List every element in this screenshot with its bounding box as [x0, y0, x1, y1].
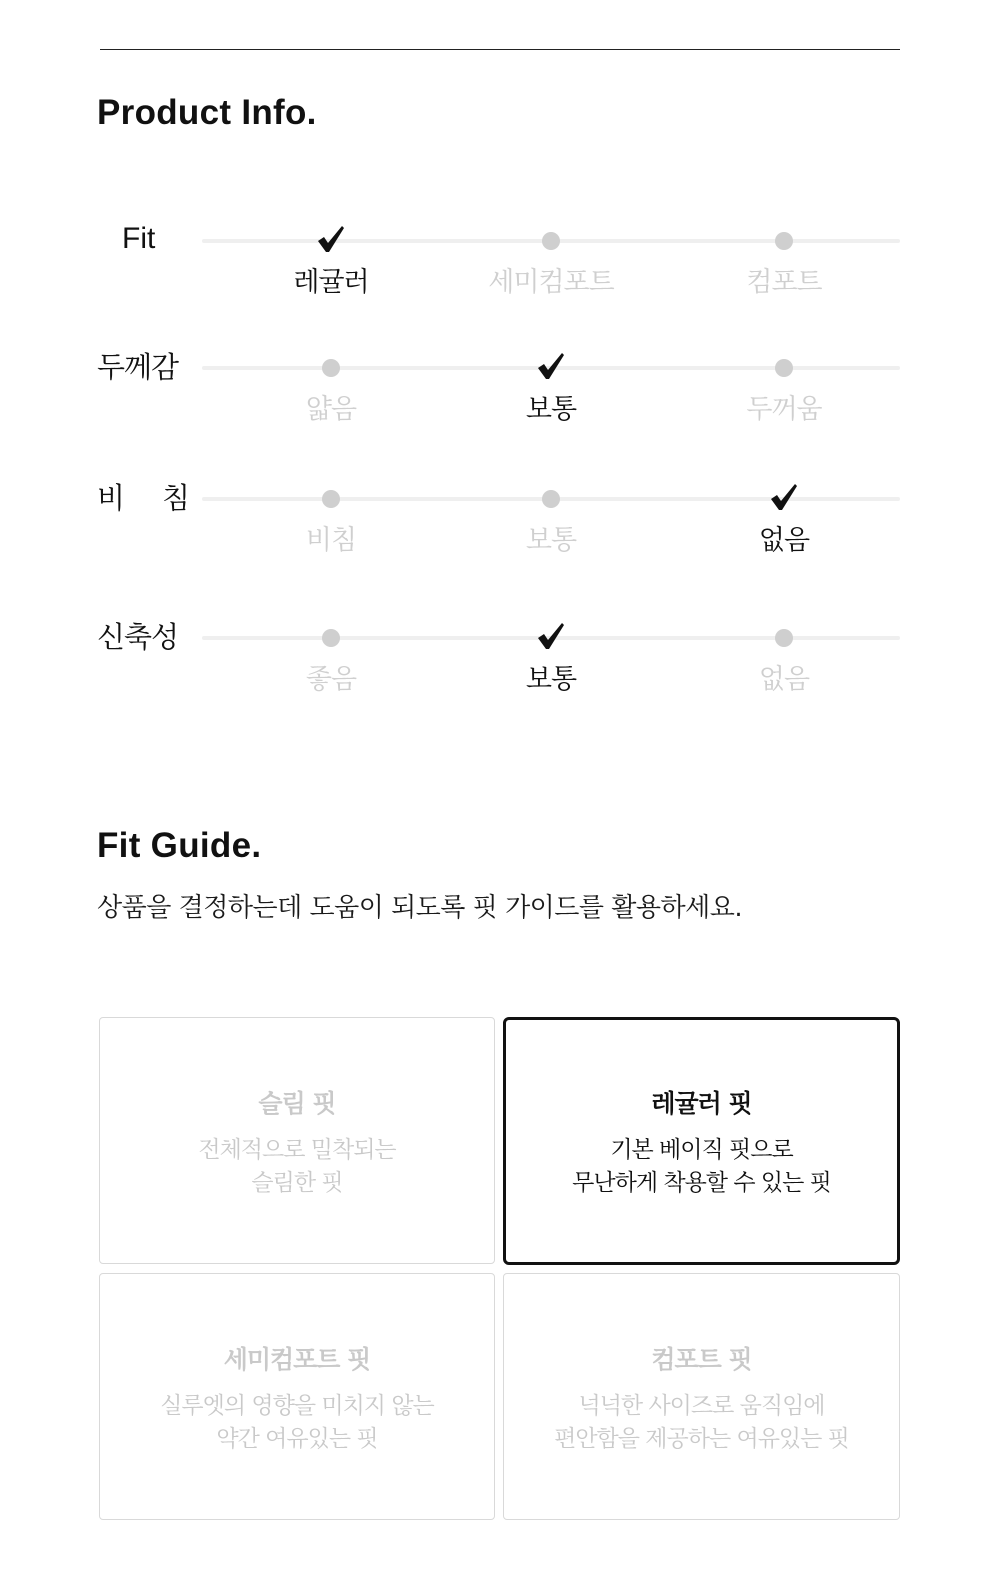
option-label: 좋음: [305, 664, 357, 695]
product-info-title: Product Info.: [97, 93, 317, 132]
card-description-line: 약간 여유있는 핏: [216, 1426, 378, 1452]
attribute-label: Fit: [122, 222, 156, 255]
option-label: 세미컴포트: [488, 267, 614, 298]
option-label: 두꺼움: [746, 394, 822, 425]
card-title: 컴포트 핏: [651, 1345, 752, 1374]
card-comfort-fit[interactable]: [503, 1273, 900, 1520]
card-description: [100, 1390, 494, 1456]
card-description-line: 넉넉한 사이즈로 움직임에: [578, 1393, 825, 1419]
card-slim-fit[interactable]: [99, 1017, 495, 1264]
option-label: 컴포트: [746, 267, 822, 298]
option-label: 얇음: [305, 394, 357, 425]
card-regular-fit[interactable]: [503, 1017, 900, 1265]
attribute-label-char: 침: [161, 481, 189, 515]
card-description-line: 기본 베이직 핏으로: [610, 1137, 793, 1163]
card-semi-comfort-fit[interactable]: [99, 1273, 495, 1520]
option-label: 보통: [525, 525, 577, 556]
option-label: 없음: [758, 525, 810, 556]
dot-icon: [775, 629, 793, 647]
card-description-line: 슬림한 핏: [251, 1170, 343, 1196]
check-icon: [315, 223, 347, 255]
attribute-row-fit: [0, 220, 1000, 300]
attribute-label-char: 비: [97, 481, 125, 515]
top-divider: [100, 49, 900, 50]
option-label: 없음: [758, 664, 810, 695]
dot-icon: [542, 490, 560, 508]
dot-icon: [775, 359, 793, 377]
check-icon: [768, 481, 800, 513]
card-description-line: 전체적으로 밀착되는: [198, 1137, 396, 1163]
card-description-line: 무난하게 착용할 수 있는 핏: [572, 1170, 831, 1196]
option-label: 비침: [305, 525, 357, 556]
attribute-row-stretch: [0, 617, 1000, 697]
card-title: 레귤러 핏: [651, 1089, 752, 1118]
fit-guide-description: 상품을 결정하는데 도움이 되도록 핏 가이드를 활용하세요.: [97, 893, 743, 923]
dot-icon: [775, 232, 793, 250]
card-description: [100, 1134, 494, 1200]
card-description-line: 편안함을 제공하는 여유있는 핏: [554, 1426, 849, 1452]
dot-icon: [322, 629, 340, 647]
option-label: 보통: [525, 664, 577, 695]
check-icon: [535, 350, 567, 382]
attribute-label: 신축성: [97, 620, 179, 654]
card-title: 슬림 핏: [258, 1089, 336, 1118]
attribute-label: 두께감: [97, 350, 179, 384]
card-description: [504, 1390, 899, 1456]
option-label: 보통: [525, 394, 577, 425]
attribute-label: [97, 476, 189, 517]
dot-icon: [322, 359, 340, 377]
dot-icon: [542, 232, 560, 250]
card-title: 세미컴포트 핏: [223, 1345, 371, 1374]
attribute-row-sheerness: [0, 478, 1000, 558]
attribute-row-thickness: [0, 347, 1000, 427]
card-description-line: 실루엣의 영향을 미치지 않는: [160, 1393, 434, 1419]
card-description: [506, 1134, 897, 1200]
option-label: 레귤러: [293, 267, 369, 298]
fit-guide-title: Fit Guide.: [97, 826, 262, 865]
dot-icon: [322, 490, 340, 508]
check-icon: [535, 620, 567, 652]
